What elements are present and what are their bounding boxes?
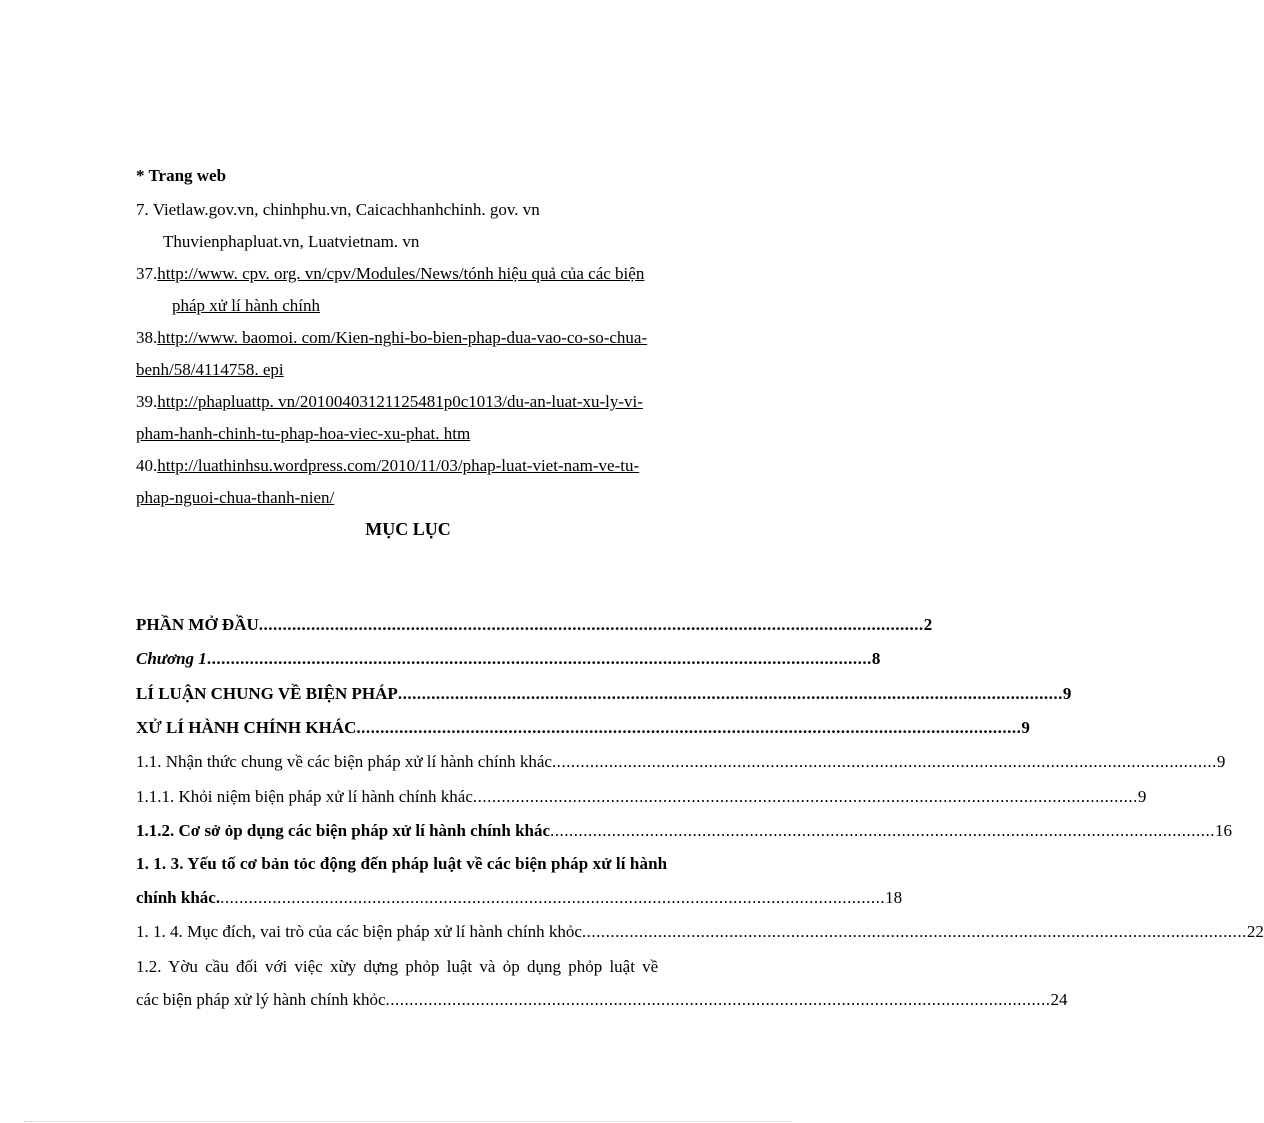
reference-37 <box>136 263 644 285</box>
reference-38 <box>136 327 647 349</box>
toc-leader-dots: ............................................................................................................................................ <box>258 615 924 634</box>
toc-entry[interactable] <box>136 682 1072 706</box>
toc-entry-page: 9 <box>1021 718 1030 737</box>
toc-leader-dots: ............................................................................................................................................ <box>551 752 1217 771</box>
reference-39 <box>136 391 643 413</box>
toc-entry-label-line-1: 1.2. Yờu cầu đối với việc xừy dựng phỏp luật và ỏp dụng phỏp luật về <box>136 957 659 976</box>
reference-38-line-2[interactable]: benh/58/4114758. epi <box>136 360 284 379</box>
toc-entry[interactable] <box>136 988 1068 1012</box>
toc-entry-page: 18 <box>885 888 903 907</box>
toc-entry-label: PHẦN MỞ ĐẦU <box>136 615 259 634</box>
reference-38-link[interactable]: http://www. baomoi. com/Kien-nghi-bo-bien-phap-dua-vao-co-so-chua- <box>157 328 648 347</box>
toc-entry-label: 1.1. Nhận thức chung về các biện pháp xử lí hành chính khác <box>136 752 552 771</box>
toc-entry-label: Chương 1 <box>136 649 207 668</box>
toc-entry-page: 9 <box>1137 787 1147 806</box>
reference-37-line-2: pháp xử lí hành chính <box>172 296 321 315</box>
reference-7-line-1: 7. Vietlaw.gov.vn, chinhphu.vn, Caicachhanhchinh. gov. vn <box>136 200 540 219</box>
reference-39-line-2[interactable]: pham-hanh-chinh-tu-phap-hoa-viec-xu-phat. htm <box>136 424 471 443</box>
toc-entry-page: 24 <box>1050 990 1068 1009</box>
web-section-title: * Trang web <box>136 166 227 185</box>
reference-7-line-2: Thuvienphapluat.vn, Luatvietnam. vn <box>163 232 420 251</box>
toc-entry-page: 9 <box>1062 684 1072 703</box>
reference-37-number: 37. <box>136 264 158 283</box>
toc-leader-dots: ............................................................................................................................................ <box>356 718 1022 737</box>
reference-39-number: 39. <box>136 392 158 411</box>
page-bottom-rule <box>24 1121 792 1122</box>
reference-39-link[interactable]: http://phapluattp. vn/20100403121125481p0c1013/du-an-luat-xu-ly-vi- <box>157 392 643 411</box>
toc-entry[interactable] <box>136 920 1264 944</box>
toc-leader-dots: ............................................................................................................................................ <box>397 684 1063 703</box>
toc-leader-dots: ............................................................................................................................................ <box>472 787 1138 806</box>
toc-leader-dots: ............................................................................................................................................ <box>220 888 886 907</box>
toc-leader-dots: ............................................................................................................................................ <box>581 922 1247 941</box>
toc-entry[interactable] <box>136 785 1147 809</box>
reference-37-text: hiệu quả của các biện <box>493 264 645 283</box>
toc-entry-page: 9 <box>1216 752 1226 771</box>
reference-40-line-2[interactable]: phap-nguoi-chua-thanh-nien/ <box>136 488 335 507</box>
toc-entry[interactable] <box>136 613 933 637</box>
toc-entry-label: XỬ LÍ HÀNH CHÍNH KHÁC <box>136 718 357 737</box>
toc-entry[interactable] <box>136 716 1030 740</box>
reference-37-link[interactable]: http://www. cpv. org. vn/cpv/Modules/News/tónh <box>157 264 494 283</box>
toc-entry-label: các biện pháp xử lý hành chính khỏc <box>136 990 386 1009</box>
toc-entry[interactable] <box>136 750 1226 774</box>
toc-entry[interactable] <box>136 647 881 671</box>
toc-entry-label: 1.1.2. Cơ sở ỏp dụng các biện pháp xử lí hành chính khác <box>136 821 551 840</box>
toc-heading: MỤC LỤC <box>365 519 451 539</box>
toc-entry-page: 8 <box>871 649 881 668</box>
toc-leader-dots: ............................................................................................................................................ <box>385 990 1051 1009</box>
toc-entry-label-line-1: 1. 1. 3. Yếu tố cơ bản tỏc động đến pháp luật về các biện pháp xử lí hành <box>136 854 668 873</box>
reference-40-number: 40. <box>136 456 158 475</box>
toc-entry-label: 1. 1. 4. Mục đích, vai trò của các biện pháp xử lí hành chính khỏc <box>136 922 582 941</box>
toc-entry[interactable] <box>136 886 903 910</box>
toc-entry-page: 2 <box>923 615 933 634</box>
toc-entry-label: 1.1.1. Khỏi niệm biện pháp xử lí hành chính khác <box>136 787 473 806</box>
toc-entry[interactable] <box>136 819 1233 843</box>
reference-38-number: 38. <box>136 328 158 347</box>
toc-entry-label: chính khác. <box>136 888 221 907</box>
toc-entry-page: 16 <box>1215 821 1233 840</box>
toc-entry-label: LÍ LUẬN CHUNG VỀ BIỆN PHÁP <box>136 684 398 703</box>
reference-40 <box>136 455 639 477</box>
reference-40-link[interactable]: http://luathinhsu.wordpress.com/2010/11/03/phap-luat-viet-nam-ve-tu- <box>157 456 640 475</box>
toc-entry-page: 22 <box>1246 922 1264 941</box>
toc-leader-dots: ............................................................................................................................................ <box>550 821 1216 840</box>
toc-leader-dots: ............................................................................................................................................ <box>206 649 872 668</box>
